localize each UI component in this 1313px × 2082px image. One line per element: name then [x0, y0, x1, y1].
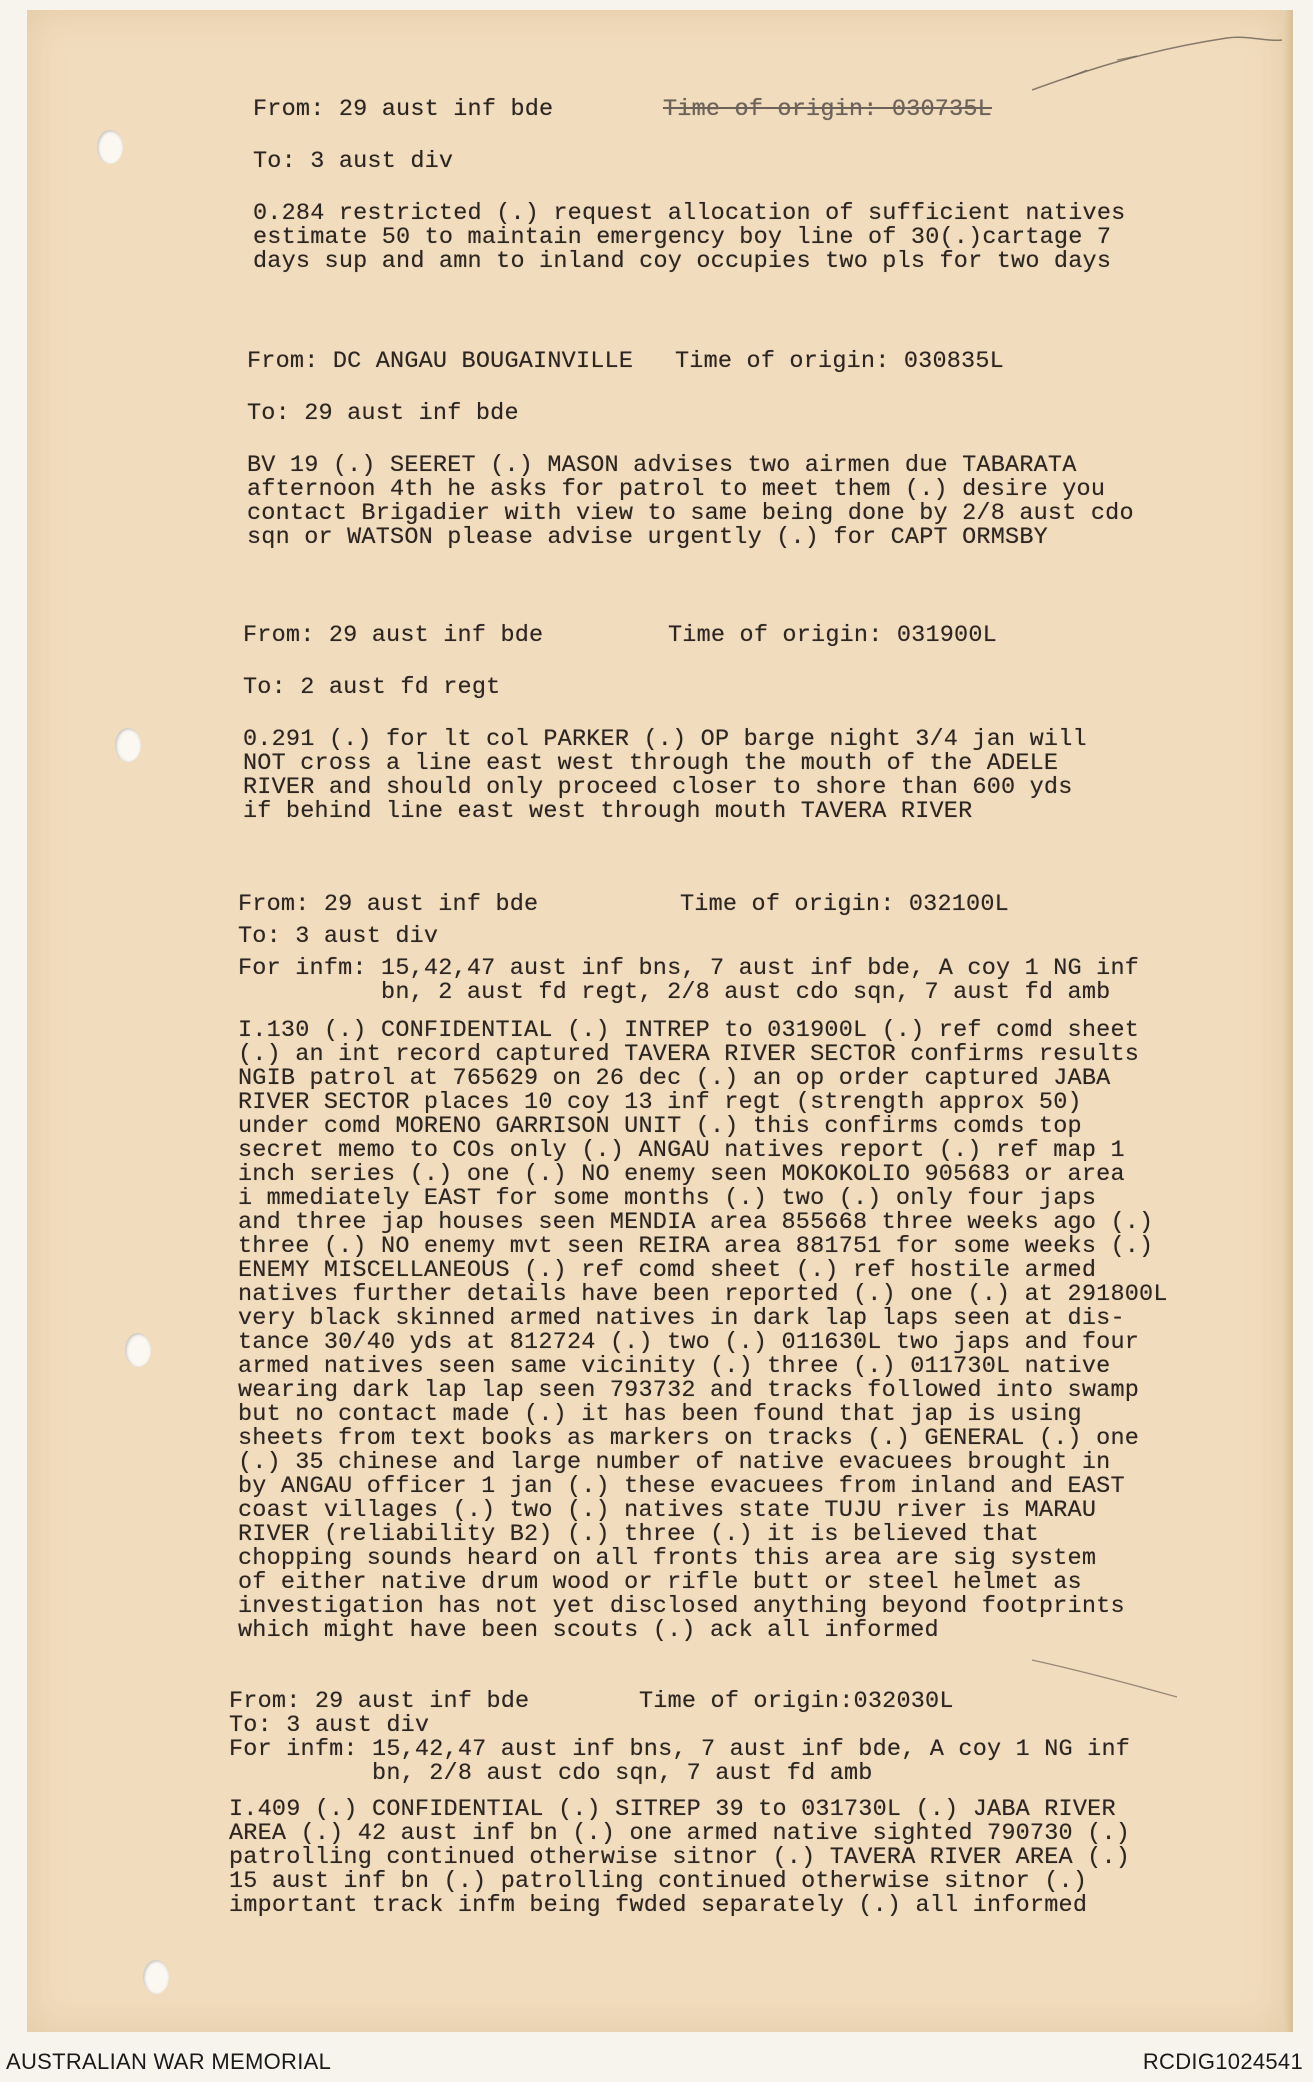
punch-hole: [125, 1333, 151, 1367]
message-body-line: tance 30/40 yds at 812724 (.) two (.) 011630L two japs and four: [238, 1329, 1140, 1356]
footer-record-id: RCDIG1024541: [1142, 2049, 1303, 2074]
message-body-line: sqn or WATSON please advise urgently (.) for CAPT ORMSBY: [247, 524, 1048, 551]
message-body-line: NOT cross a line east west through the mouth of the ADELE: [243, 750, 1059, 777]
message-body-line: chopping sounds heard on all fronts this area are sig system: [238, 1545, 1097, 1572]
message-time-of-origin: Time of origin: 030735L: [663, 96, 992, 123]
message-body-line: AREA (.) 42 aust inf bn (.) one armed native sighted 790730 (.): [229, 1820, 1131, 1847]
message-body-line: wearing dark lap lap seen 793732 and tracks followed into swamp: [238, 1377, 1140, 1404]
message-body-line: I.130 (.) CONFIDENTIAL (.) INTREP to 031900L (.) ref comd sheet: [238, 1017, 1140, 1044]
message-body-line: patrolling continued otherwise sitnor (.) TAVERA RIVER AREA (.): [229, 1844, 1131, 1871]
message-to: To: 3 aust div: [229, 1712, 430, 1739]
message-body-line: investigation has not yet disclosed anything beyond footprints: [238, 1593, 1125, 1620]
message-time-of-origin: Time of origin: 032100L: [680, 891, 1009, 918]
message-from: From: 29 aust inf bde: [238, 891, 539, 918]
message-to: To: 3 aust div: [238, 923, 439, 950]
message-time-of-origin: Time of origin:032030L: [639, 1688, 954, 1715]
message-body-line: which might have been scouts (.) ack all informed: [238, 1617, 939, 1644]
message-body-line: afternoon 4th he asks for patrol to meet them (.) desire you: [247, 476, 1106, 503]
message-from: From: 29 aust inf bde: [229, 1688, 530, 1715]
message-block: [229, 1690, 1249, 1918]
footer-archive-name: AUSTRALIAN WAR MEMORIAL: [6, 2049, 332, 2074]
message-body-line: BV 19 (.) SEERET (.) MASON advises two airmen due TABARATA: [247, 452, 1077, 479]
message-from: From: DC ANGAU BOUGAINVILLE: [247, 348, 634, 375]
message-time-of-origin: Time of origin: 031900L: [668, 622, 997, 649]
message-body-line: secret memo to COs only (.) ANGAU natives report (.) ref map 1: [238, 1137, 1125, 1164]
message-block: [247, 350, 1247, 550]
message-body-line: sheets from text books as markers on tracks (.) GENERAL (.) one: [238, 1425, 1140, 1452]
message-body-line: if behind line east west through mouth TAVERA RIVER: [243, 798, 973, 825]
message-body-line: and three jap houses seen MENDIA area 855668 three weeks ago (.): [238, 1209, 1154, 1236]
message-to: To: 2 aust fd regt: [243, 674, 501, 701]
message-block: [238, 893, 1258, 1643]
message-body-line: I.409 (.) CONFIDENTIAL (.) SITREP 39 to 031730L (.) JABA RIVER: [229, 1796, 1116, 1823]
message-body-line: 15 aust inf bn (.) patrolling continued otherwise sitnor (.): [229, 1868, 1088, 1895]
message-body-line: of either native drum wood or rifle butt or steel helmet as: [238, 1569, 1082, 1596]
message-body-line: three (.) NO enemy mvt seen REIRA area 881751 for some weeks (.): [238, 1233, 1154, 1260]
message-from: From: 29 aust inf bde: [253, 96, 554, 123]
message-body-line: inch series (.) one (.) NO enemy seen MOKOKOLIO 905683 or area: [238, 1161, 1125, 1188]
message-to: To: 3 aust div: [253, 148, 454, 175]
message-block: [243, 624, 1243, 824]
message-body-line: RIVER SECTOR places 10 coy 13 inf regt (strength approx 50): [238, 1089, 1082, 1116]
message-body-line: 0.291 (.) for lt col PARKER (.) OP barge night 3/4 jan will: [243, 726, 1087, 753]
message-infm-line: For infm: 15,42,47 aust inf bns, 7 aust inf bde, A coy 1 NG inf: [229, 1736, 1131, 1763]
message-from: From: 29 aust inf bde: [243, 622, 544, 649]
message-body-line: (.) 35 chinese and large number of native evacuees brought in: [238, 1449, 1111, 1476]
message-body-line: under comd MORENO GARRISON UNIT (.) this confirms comds top: [238, 1113, 1082, 1140]
punch-hole: [115, 728, 141, 762]
message-body-line: RIVER (reliability B2) (.) three (.) it is believed that: [238, 1521, 1039, 1548]
message-body-line: natives further details have been reported (.) one (.) at 291800L: [238, 1281, 1168, 1308]
message-body-line: days sup and amn to inland coy occupies two pls for two days: [253, 248, 1112, 275]
message-body-line: estimate 50 to maintain emergency boy line of 30(.)cartage 7: [253, 224, 1112, 251]
message-infm-line: bn, 2 aust fd regt, 2/8 aust cdo sqn, 7 aust fd amb: [238, 979, 1111, 1006]
message-body-line: 0.284 restricted (.) request allocation of sufficient natives: [253, 200, 1126, 227]
message-body-line: ENEMY MISCELLANEOUS (.) ref comd sheet (.) ref hostile armed: [238, 1257, 1097, 1284]
message-time-of-origin: Time of origin: 030835L: [675, 348, 1004, 375]
message-body-line: contact Brigadier with view to same being done by 2/8 aust cdo: [247, 500, 1134, 527]
message-block: [253, 98, 1253, 274]
page-edge: [1283, 10, 1293, 2032]
message-body-line: coast villages (.) two (.) natives state TUJU river is MARAU: [238, 1497, 1097, 1524]
message-body-line: armed natives seen same vicinity (.) three (.) 011730L native: [238, 1353, 1111, 1380]
message-body-line: very black skinned armed natives in dark lap laps seen at dis-: [238, 1305, 1125, 1332]
message-body-line: but no contact made (.) it has been found that jap is using: [238, 1401, 1082, 1428]
message-to: To: 29 aust inf bde: [247, 400, 519, 427]
punch-hole: [97, 130, 123, 164]
punch-hole: [143, 1960, 169, 1994]
message-infm-line: For infm: 15,42,47 aust inf bns, 7 aust inf bde, A coy 1 NG inf: [238, 955, 1140, 982]
message-body-line: NGIB patrol at 765629 on 26 dec (.) an op order captured JABA: [238, 1065, 1111, 1092]
message-body-line: i mmediately EAST for some months (.) two (.) only four japs: [238, 1185, 1097, 1212]
message-infm-line: bn, 2/8 aust cdo sqn, 7 aust fd amb: [229, 1760, 873, 1787]
message-body-line: RIVER and should only proceed closer to shore than 600 yds: [243, 774, 1073, 801]
message-body-line: by ANGAU officer 1 jan (.) these evacuees from inland and EAST: [238, 1473, 1125, 1500]
message-body-line: important track infm being fwded separately (.) all informed: [229, 1892, 1088, 1919]
message-body-line: (.) an int record captured TAVERA RIVER SECTOR confirms results: [238, 1041, 1140, 1068]
